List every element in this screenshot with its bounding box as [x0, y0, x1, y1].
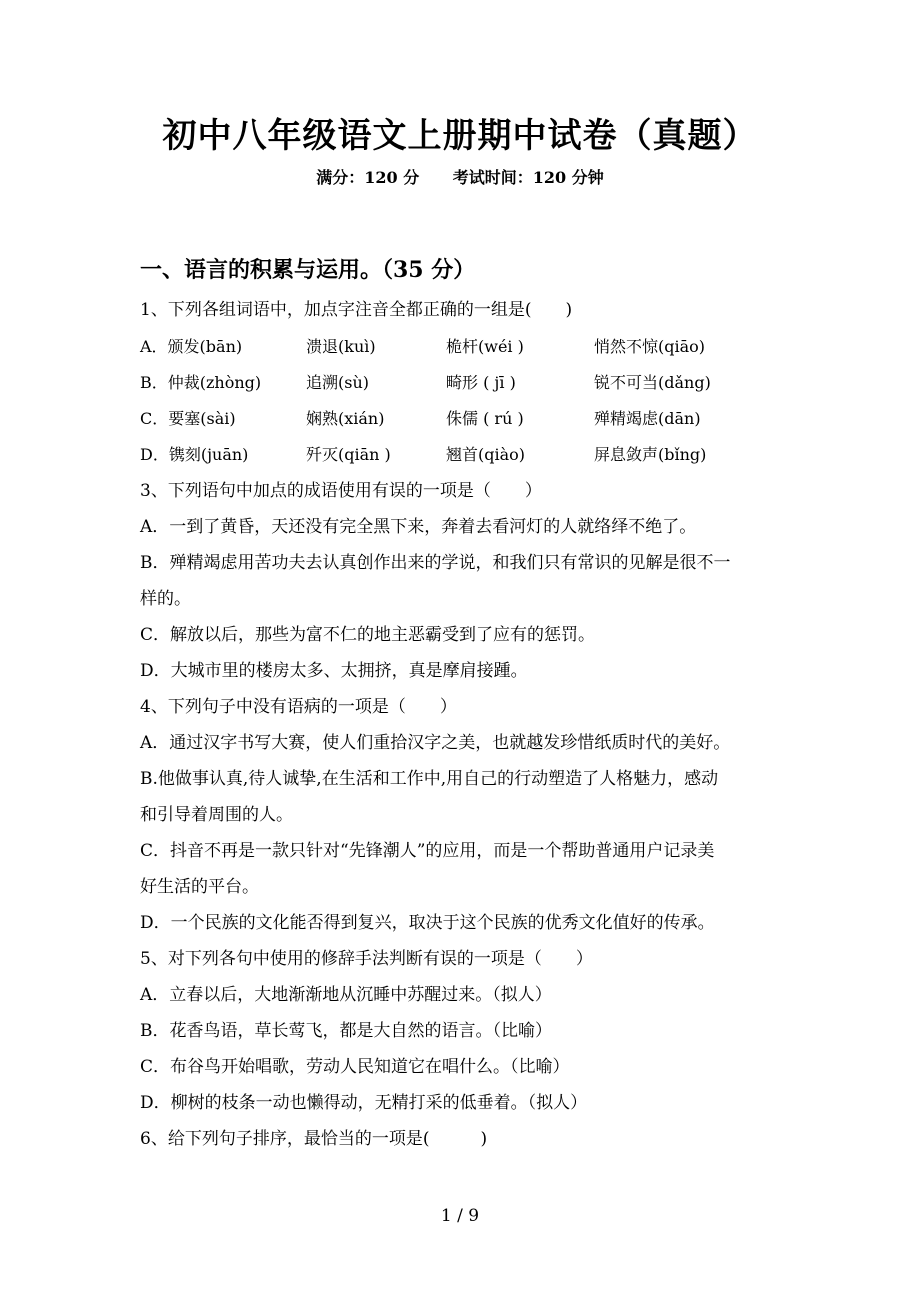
- question-4-option-b-cont: 和引导着周围的人。: [140, 805, 293, 825]
- question-4-option-a: A．通过汉字书写大赛，使人们重拾汉字之美，也就越发珍惜纸质时代的美好。: [140, 733, 731, 753]
- question-3-option-b: B．殚精竭虑用苦功夫去认真创作出来的学说，和我们只有常识的见解是很不一: [140, 553, 731, 573]
- option-item: 桅杆(wéi ): [446, 337, 524, 356]
- question-3-option-c: C．解放以后，那些为富不仁的地主恶霸受到了应有的惩罚。: [140, 625, 596, 645]
- question-3-option-d: D．大城市里的楼房太多、太拥挤，真是摩肩接踵。: [140, 661, 528, 681]
- option-item: C．要塞(sài): [140, 409, 236, 428]
- question-4-option-b: B.他做事认真,待人诚挚,在生活和工作中,用自己的行动塑造了人格魅力，感动: [140, 769, 719, 789]
- question-5-option-a: A．立春以后，大地渐渐地从沉睡中苏醒过来。（拟人）: [140, 985, 552, 1005]
- full-score: 满分：120 分: [316, 168, 420, 187]
- page-title: 初中八年级语文上册期中试卷（真题）: [162, 116, 758, 156]
- question-6-stem: 6、给下列句子排序，最恰当的一项是( ): [140, 1129, 488, 1149]
- question-1-stem: 1、下列各组词语中，加点字注音全都正确的一组是( ): [140, 300, 573, 320]
- option-item: 悄然不惊(qiāo): [594, 337, 706, 356]
- question-4-option-c-cont: 好生活的平台。: [140, 877, 259, 897]
- option-item: A．颁发(bān): [140, 337, 243, 356]
- question-3-option-a: A．一到了黄昏，天还没有完全黑下来，奔着去看河灯的人就络绎不绝了。: [140, 517, 697, 537]
- option-item: 侏儒 ( rú ): [446, 409, 524, 428]
- question-4-option-d: D．一个民族的文化能否得到复兴，取决于这个民族的优秀文化值好的传承。: [140, 913, 715, 933]
- option-item: 翘首(qiào): [446, 445, 526, 464]
- question-5-option-b: B．花香鸟语，草长莺飞，都是大自然的语言。（比喻）: [140, 1021, 552, 1041]
- option-item: 屏息敛声(bǐng): [594, 445, 707, 464]
- question-3-stem: 3、下列语句中加点的成语使用有误的一项是（ ）: [140, 481, 542, 501]
- page-number: 1 / 9: [440, 1206, 480, 1226]
- question-5-option-c: C．布谷鸟开始唱歌，劳动人民知道它在唱什么。（比喻）: [140, 1057, 570, 1077]
- section-heading: 一、语言的积累与运用。（35 分）: [140, 257, 476, 283]
- option-item: 畸形 ( jī ): [446, 373, 516, 392]
- question-4-stem: 4、下列句子中没有语病的一项是（ ）: [140, 697, 457, 717]
- question-4-option-c: C．抖音不再是一款只针对“先锋潮人”的应用，而是一个帮助普通用户记录美: [140, 841, 715, 861]
- option-item: 锐不可当(dǎng): [594, 373, 711, 392]
- question-5-option-d: D．柳树的枝条一动也懒得动，无精打采的低垂着。（拟人）: [140, 1093, 588, 1113]
- option-item: D．镌刻(juān): [140, 445, 249, 464]
- option-item: 殚精竭虑(dān): [594, 409, 701, 428]
- option-item: 娴熟(xián): [306, 409, 385, 428]
- question-3-option-b-cont: 样的。: [140, 589, 191, 609]
- option-item: 追溯(sù): [306, 373, 370, 392]
- option-item: 歼灭(qiān ): [306, 445, 391, 464]
- option-item: 溃退(kuì): [306, 337, 376, 356]
- exam-time: 考试时间：120 分钟: [452, 168, 604, 187]
- option-item: B．仲裁(zhòng): [140, 373, 262, 392]
- question-5-stem: 5、对下列各句中使用的修辞手法判断有误的一项是（ ）: [140, 949, 593, 969]
- exam-info: [0, 166, 920, 190]
